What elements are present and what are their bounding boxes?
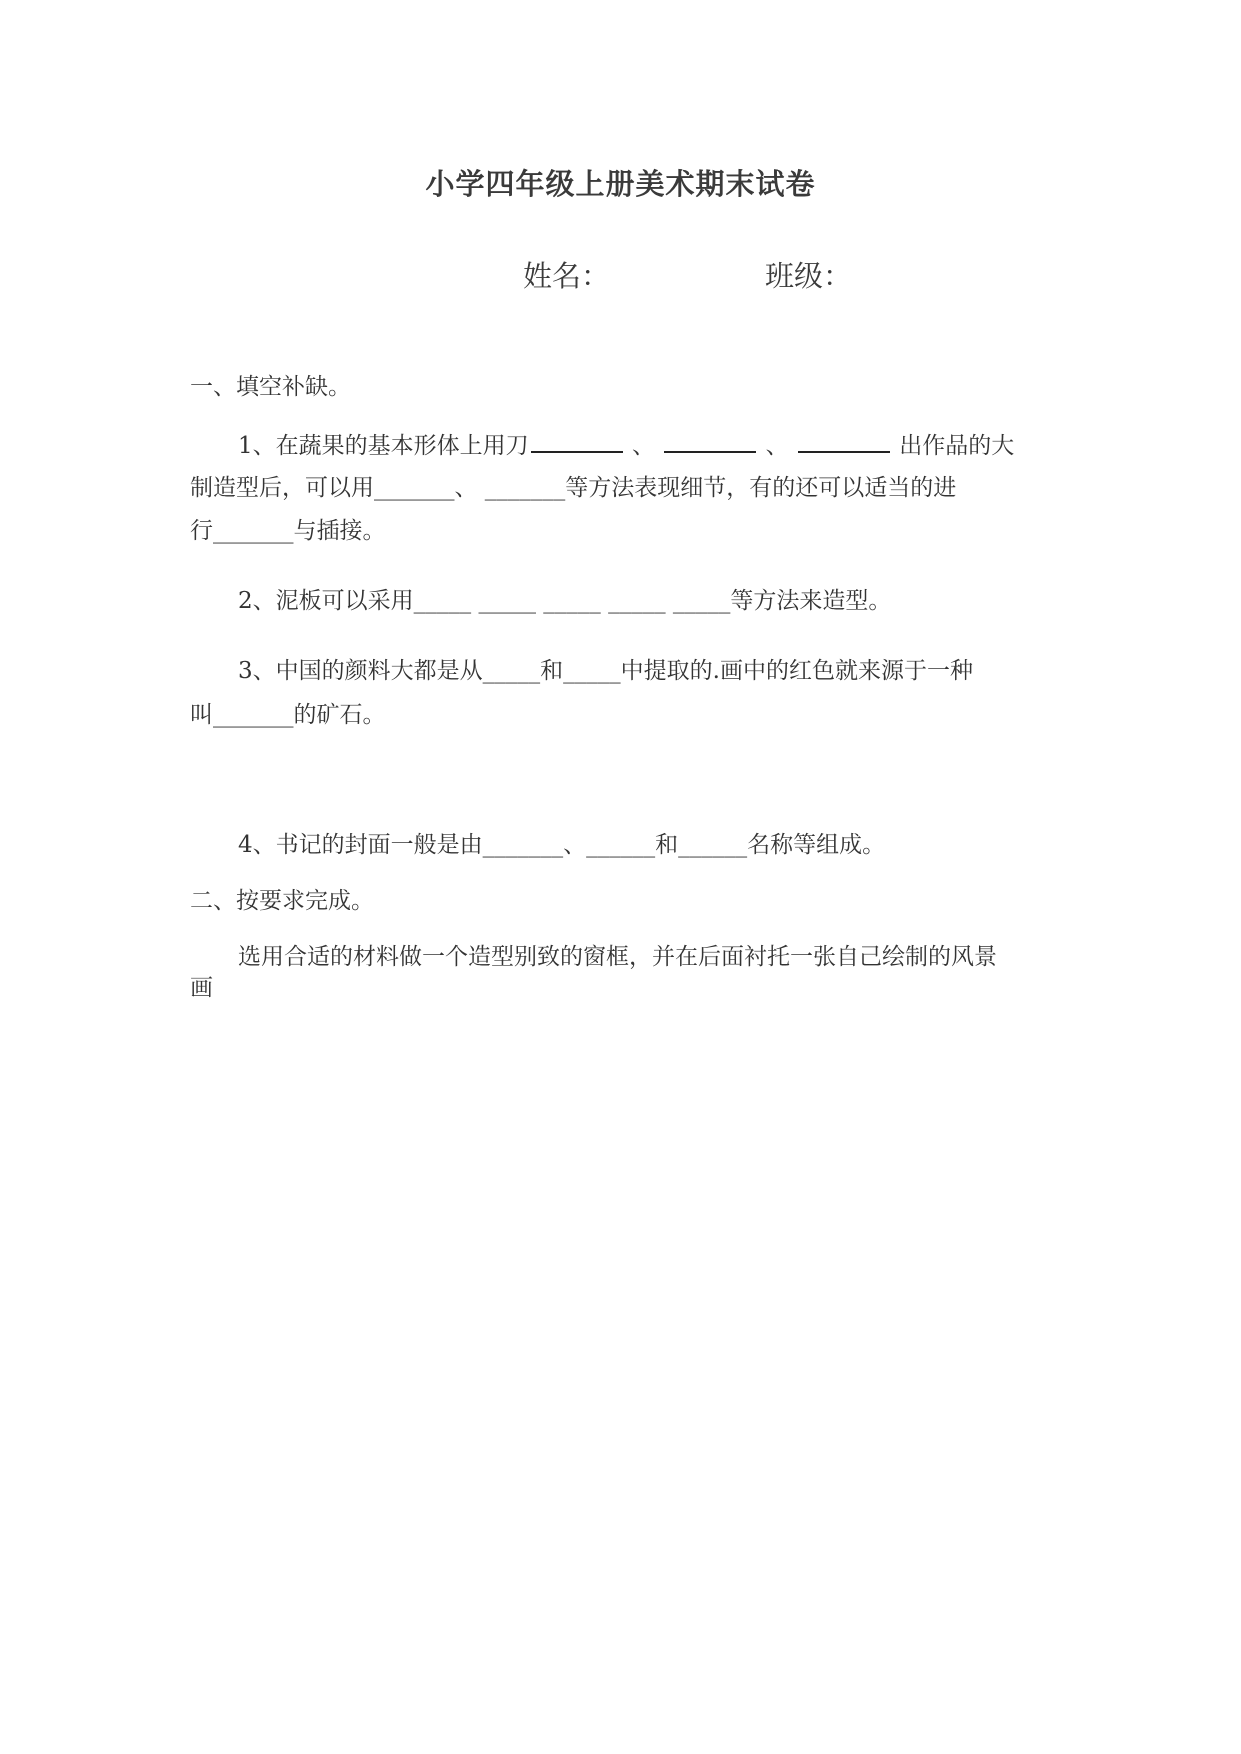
question-4: 4、书记的封面一般是由_______、______和______名称等组成。 — [238, 832, 886, 858]
q1-part-b: 出作品的大 — [899, 433, 1015, 459]
q1-sep-1: 、 — [631, 433, 655, 459]
q1-blank-3[interactable] — [798, 429, 890, 453]
section2-text-line-2: 画 — [190, 975, 213, 1001]
question-1-line-1 — [238, 427, 1078, 460]
question-3-line-1: 3、中国的颜料大都是从_____和_____中提取的.画中的红色就来源于一种 — [238, 658, 973, 684]
section2-text-line-1: 选用合适的材料做一个造型别致的窗框，并在后面衬托一张自己绘制的风景 — [238, 944, 997, 970]
student-info — [523, 254, 852, 295]
q1-blank-2[interactable] — [664, 429, 756, 453]
page-title: 小学四年级上册美术期末试卷 — [425, 167, 816, 201]
name-label: 姓名： — [523, 259, 611, 293]
q1-blank-1[interactable] — [531, 429, 623, 453]
section1-heading: 一、填空补缺。 — [190, 374, 351, 400]
question-2: 2、泥板可以采用_____ _____ _____ _____ _____等方法来造型。 — [238, 588, 892, 614]
q1-sep-2: 、 — [765, 433, 789, 459]
question-3-line-2: 叫_______的矿石。 — [190, 702, 386, 728]
section2-heading: 二、按要求完成。 — [190, 888, 374, 914]
question-1-line-2: 制造型后，可以用_______、 _______等方法表现细节，有的还可以适当的进 — [190, 475, 957, 501]
question-1-line-3: 行_______与插接。 — [190, 518, 386, 544]
class-label: 班级： — [765, 259, 853, 293]
q1-part-a: 1、在蔬果的基本形体上用刀 — [238, 433, 529, 459]
